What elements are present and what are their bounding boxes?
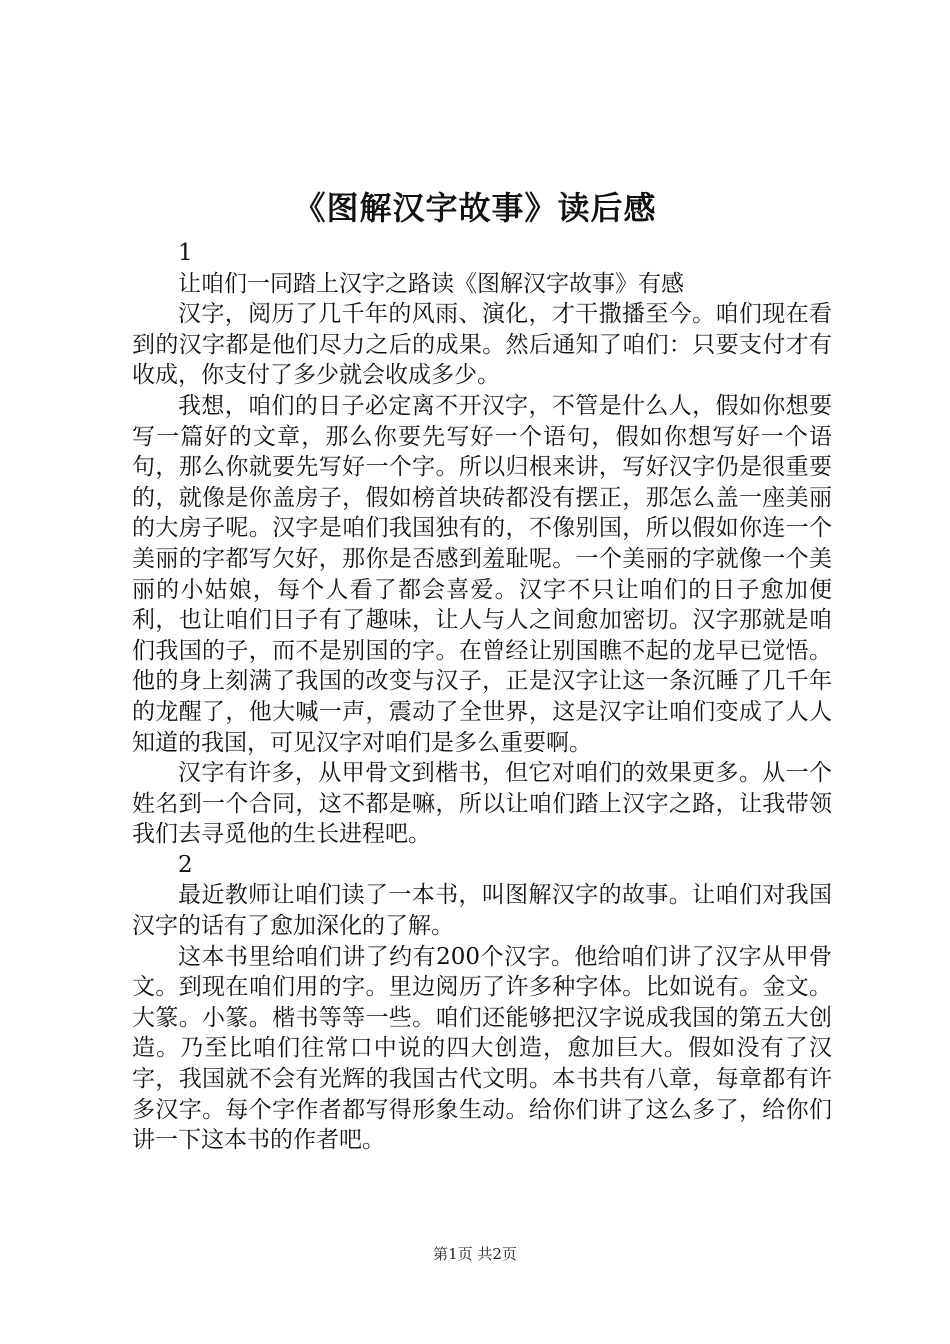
paragraph: 让咱们一同踏上汉字之路读《图解汉字故事》有感: [178, 270, 684, 297]
paragraph: 最近教师让咱们读了一本书，叫图解汉字的故事。让咱们对我国汉字的话有了愈加深化的了解。: [132, 882, 832, 940]
paragraph: 我想，咱们的日子必定离不开汉字，不管是什么人，假如你想要写一篇好的文章，那么你要先写好一个语句，假如你想写好一个语句，那么你就要先写好一个字。所以归根来讲，写好汉字仍是很重要的，就像是你盖房子，假如榜首块砖都没有摆正，那怎么盖一座美丽的大房子呢。汉字是咱们我国独有的，不像别国，所以假如你连一个美丽的字都写欠好，那你是否感到羞耻呢。一个美丽的字就像一个美丽的小姑娘，每个人看了都会喜爱。汉字不只让咱们的日子愈加便利，也让咱们日子有了趣味，让人与人之间愈加密切。汉字那就是咱们我国的子，而不是别国的字。在曾经让别国瞧不起的龙早已觉悟。他的身上刻满了我国的改变与汉子，正是汉字让这一条沉睡了几千年的龙醒了，他大喊一声，震动了全世界，这是汉字让咱们变成了人人知道的我国，可见汉字对咱们是多么重要啊。: [132, 392, 832, 756]
paragraph: 这本书里给咱们讲了约有200个汉字。他给咱们讲了汉字从甲骨文。到现在咱们用的字。里边阅历了许多种字体。比如说有。金文。大篆。小篆。楷书等等一些。咱们还能够把汉字说成我国的第五大创造。乃至比咱们往常口中说的四大创造，愈加巨大。假如没有了汉字，我国就不会有光辉的我国古代文明。本书共有八章，每章都有许多汉字。每个字作者都写得形象生动。给你们讲了这么多了，给你们讲一下这本书的作者吧。: [132, 943, 832, 1154]
paragraph: 汉字有许多，从甲骨文到楷书，但它对咱们的效果更多。从一个姓名到一个合同，这不都是嘛，所以让咱们踏上汉字之路，让我带领我们去寻觅他的生长进程吧。: [132, 760, 832, 848]
document-title: 《图解汉字故事》读后感: [293, 189, 657, 227]
paragraph: 汉字，阅历了几千年的风雨、演化，才干撒播至今。咱们现在看到的汉字都是他们尽力之后的成果。然后通知了咱们：只要支付才有收成，你支付了多少就会收成多少。: [132, 301, 832, 389]
document-body: [132, 238, 832, 1156]
page-footer: 第1页 共2页: [433, 1245, 517, 1263]
section-number: 1: [178, 240, 193, 266]
section-number: 2: [178, 851, 193, 878]
